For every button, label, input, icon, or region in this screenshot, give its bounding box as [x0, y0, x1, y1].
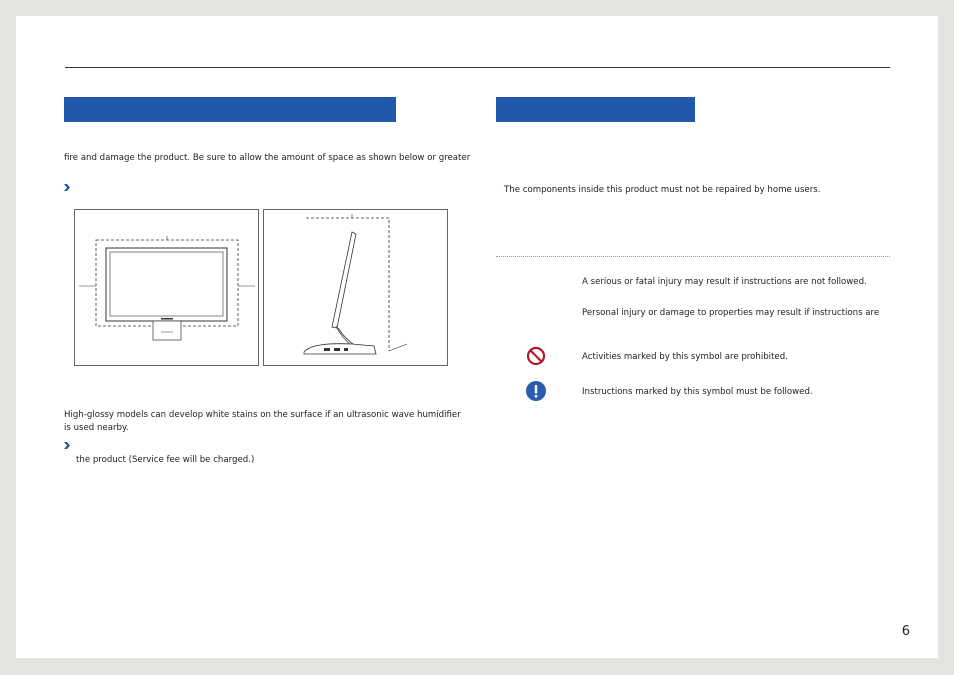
side-view-figure: [263, 209, 448, 366]
prohibited-description: Activities marked by this symbol are prohibited.: [582, 352, 788, 362]
service-fee-text: the product (Service fee will be charged.): [76, 455, 255, 465]
glossy-model-text: High-glossy models can develop white stains on the surface if an ultrasonic wave humidifier is used nearby.: [64, 410, 461, 433]
installation-space-text: fire and damage the product. Be sure to allow the amount of space as shown below or greater: [64, 153, 471, 163]
dotted-divider: [496, 256, 890, 257]
warning-description: A serious or fatal injury may result if instructions are not followed.: [582, 277, 867, 287]
components-warning-text: The components inside this product must not be repaired by home users.: [504, 185, 821, 195]
page-number: 6: [901, 624, 910, 639]
manual-page: [16, 16, 938, 658]
caution-description: Personal injury or damage to properties may result if instructions are: [582, 308, 880, 318]
prohibited-icon: [526, 346, 546, 366]
section-header-banner-right: [496, 97, 695, 122]
chevron-bullet-icon: [64, 442, 70, 449]
exclamation-icon: [526, 381, 546, 401]
front-view-figure: [74, 209, 259, 366]
mandatory-description: Instructions marked by this symbol must be followed.: [582, 387, 813, 397]
section-header-banner-left: [64, 97, 396, 122]
monitor-front-illustration: [75, 210, 258, 365]
top-rule: [65, 67, 890, 68]
monitor-side-illustration: [264, 210, 447, 365]
chevron-bullet-icon: [64, 184, 70, 191]
